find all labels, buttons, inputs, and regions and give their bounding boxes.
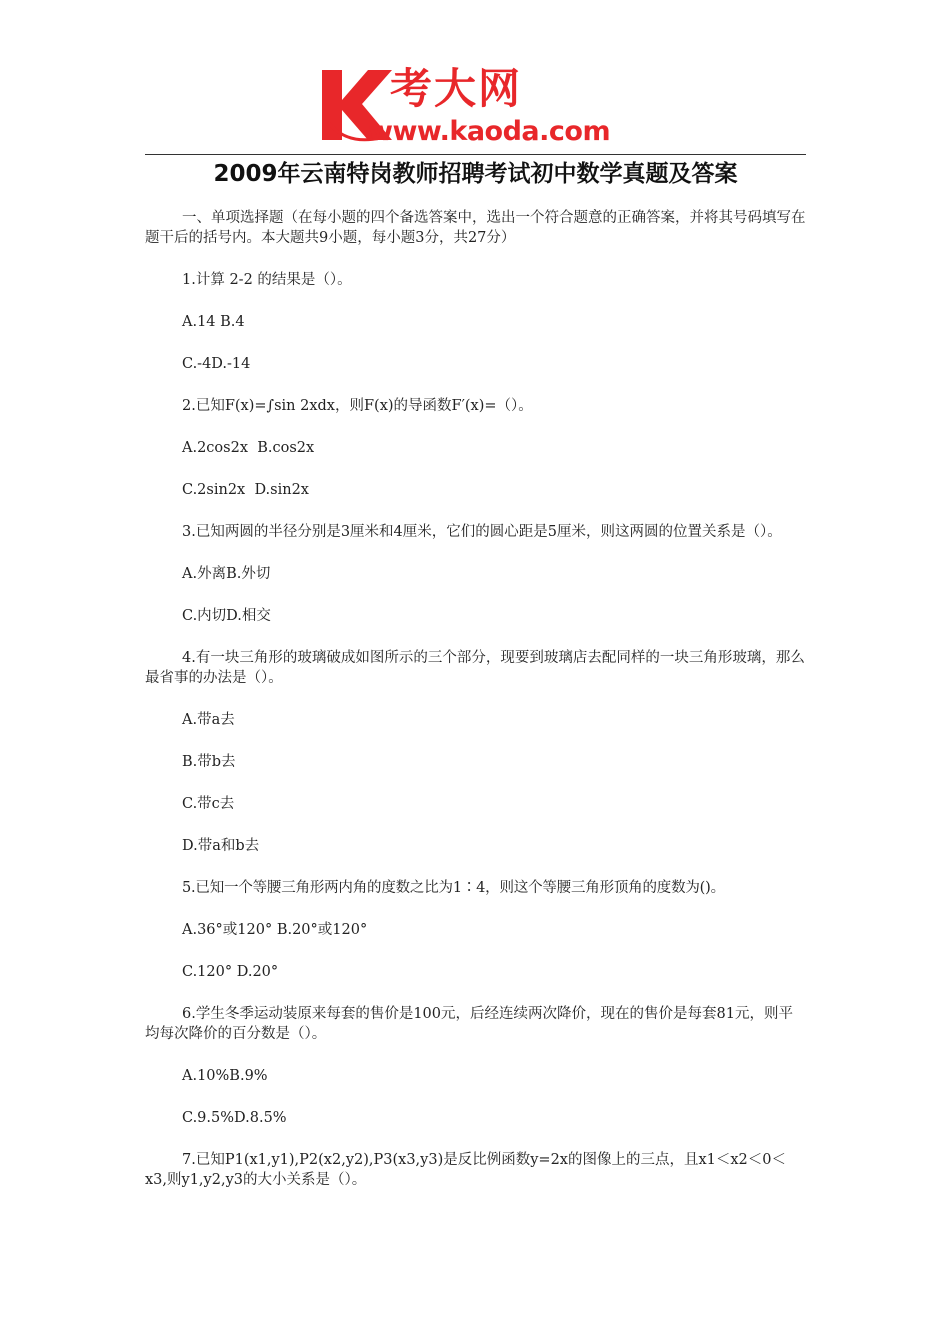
question-3-option: A.外离B.外切 — [182, 566, 271, 582]
question-7-stem: 7.已知P1(x1,y1),P2(x2,y2),P3(x3,y3)是反比例函数y=2x的图像上的三点，且x1＜x2＜0＜x3,则y1,y2,y3的大小关系是（）。 — [145, 1152, 786, 1188]
question-2-option: A.2cos2x B.cos2x — [182, 440, 315, 456]
logo-url: www.kaoda.com — [368, 116, 611, 147]
question-3-option: C.内切D.相交 — [182, 608, 271, 624]
question-4-option: D.带a和b去 — [182, 838, 260, 854]
question-6-option: C.9.5%D.8.5% — [182, 1110, 287, 1126]
kaoda-logo — [318, 62, 638, 148]
question-3-stem: 3.已知两圆的半径分别是3厘米和4厘米，它们的圆心距是5厘米，则这两圆的位置关系是（）。 — [182, 524, 782, 540]
header-divider — [145, 154, 806, 155]
question-4-option: B.带b去 — [182, 754, 236, 770]
question-6-option: A.10%B.9% — [182, 1068, 268, 1084]
question-4-stem: 4.有一块三角形的玻璃破成如图所示的三个部分，现要到玻璃店去配同样的一块三角形玻璃，那么最省事的办法是（）。 — [145, 650, 805, 686]
question-1-option: C.-4D.-14 — [182, 356, 251, 372]
question-5-option: C.120° D.20° — [182, 964, 279, 980]
question-1-option: A.14 B.4 — [182, 314, 245, 330]
logo-text-cn: 考大网 — [390, 64, 523, 113]
question-2-stem: 2.已知F(x)=∫sin 2xdx，则F(x)的导函数F′(x)=（）。 — [182, 398, 533, 414]
question-6-stem: 6.学生冬季运动装原来每套的售价是100元，后经连续两次降价，现在的售价是每套81元，则平均每次降价的百分数是（）。 — [145, 1006, 793, 1042]
question-5-option: A.36°或120° B.20°或120° — [182, 922, 368, 938]
section-intro: 一、单项选择题（在每小题的四个备选答案中，选出一个符合题意的正确答案，并将其号码填写在题干后的括号内。本大题共9小题，每小题3分，共27分） — [145, 210, 806, 246]
question-5-stem: 5.已知一个等腰三角形两内角的度数之比为1∶4，则这个等腰三角形顶角的度数为()。 — [182, 880, 725, 896]
question-2-option: C.2sin2x D.sin2x — [182, 482, 309, 498]
question-1-stem: 1.计算 2-2 的结果是（）。 — [182, 272, 352, 288]
page-title: 2009年云南特岗教师招聘考试初中数学真题及答案 — [213, 161, 738, 187]
question-4-option: C.带c去 — [182, 796, 235, 812]
document-body — [145, 208, 806, 1190]
question-4-option: A.带a去 — [182, 712, 235, 728]
